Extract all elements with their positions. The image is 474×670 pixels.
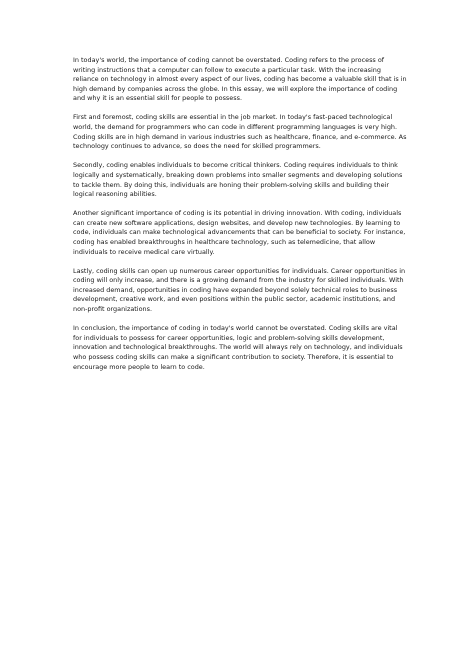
paragraph-job-market: First and foremost, coding skills are essential in the job market. In today's fast-paced technological world, the demand for programmers who can code in different programming languages is very high. Coding skills are in high demand in various industries such as healthcare, finance, and e-commerce. As technology continues to advance, so does the need for skilled programmers. xyxy=(73,113,407,151)
paragraph-conclusion: In conclusion, the importance of coding in today's world cannot be overstated. Coding skills are vital for individuals to possess for career opportunities, logic and problem-solving skills development, innovation and technological breakthroughs. The world will always rely on technology, and individuals who possess coding skills can make a significant contribution to society. Therefore, it is essential to encourage more people to learn to code. xyxy=(73,324,403,371)
paragraph-critical-thinking: Secondly, coding enables individuals to become critical thinkers. Coding requires individuals to think logically and systematically, breaking down problems into smaller segments and developing solutions to tackle them. By doing this, individuals are honing their problem-solving skills and building their logical reasoning abilities. xyxy=(73,161,403,199)
paragraph-innovation: Another significant importance of coding is its potential in driving innovation. With coding, individuals can create new software applications, design websites, and develop new technologies. By learning to code, individuals can make technological advancements that can be beneficial to society. For instance, coding has enabled breakthroughs in healthcare technology, such as telemedicine, that allow individuals to receive medical care virtually. xyxy=(73,209,406,256)
paragraph-career-opportunities: Lastly, coding skills can open up numerous career opportunities for individuals. Career opportunities in coding will only increase, and there is a growing demand from the industry for skilled individuals. With increased demand, opportunities in coding have expanded beyond solely technical roles to business development, creative work, and even positions within the public sector, academic institutions, and non-profit organizations. xyxy=(73,266,406,314)
essay-body xyxy=(73,56,408,382)
paragraph-intro: In today's world, the importance of coding cannot be overstated. Coding refers to the process of writing instructions that a computer can follow to execute a particular task. With the increasing reliance on technology in almost every aspect of our lives, coding has become a valuable skill that is in high demand by companies across the globe. In this essay, we will explore the importance of coding and why it is an essential skill for people to possess. xyxy=(73,56,407,103)
